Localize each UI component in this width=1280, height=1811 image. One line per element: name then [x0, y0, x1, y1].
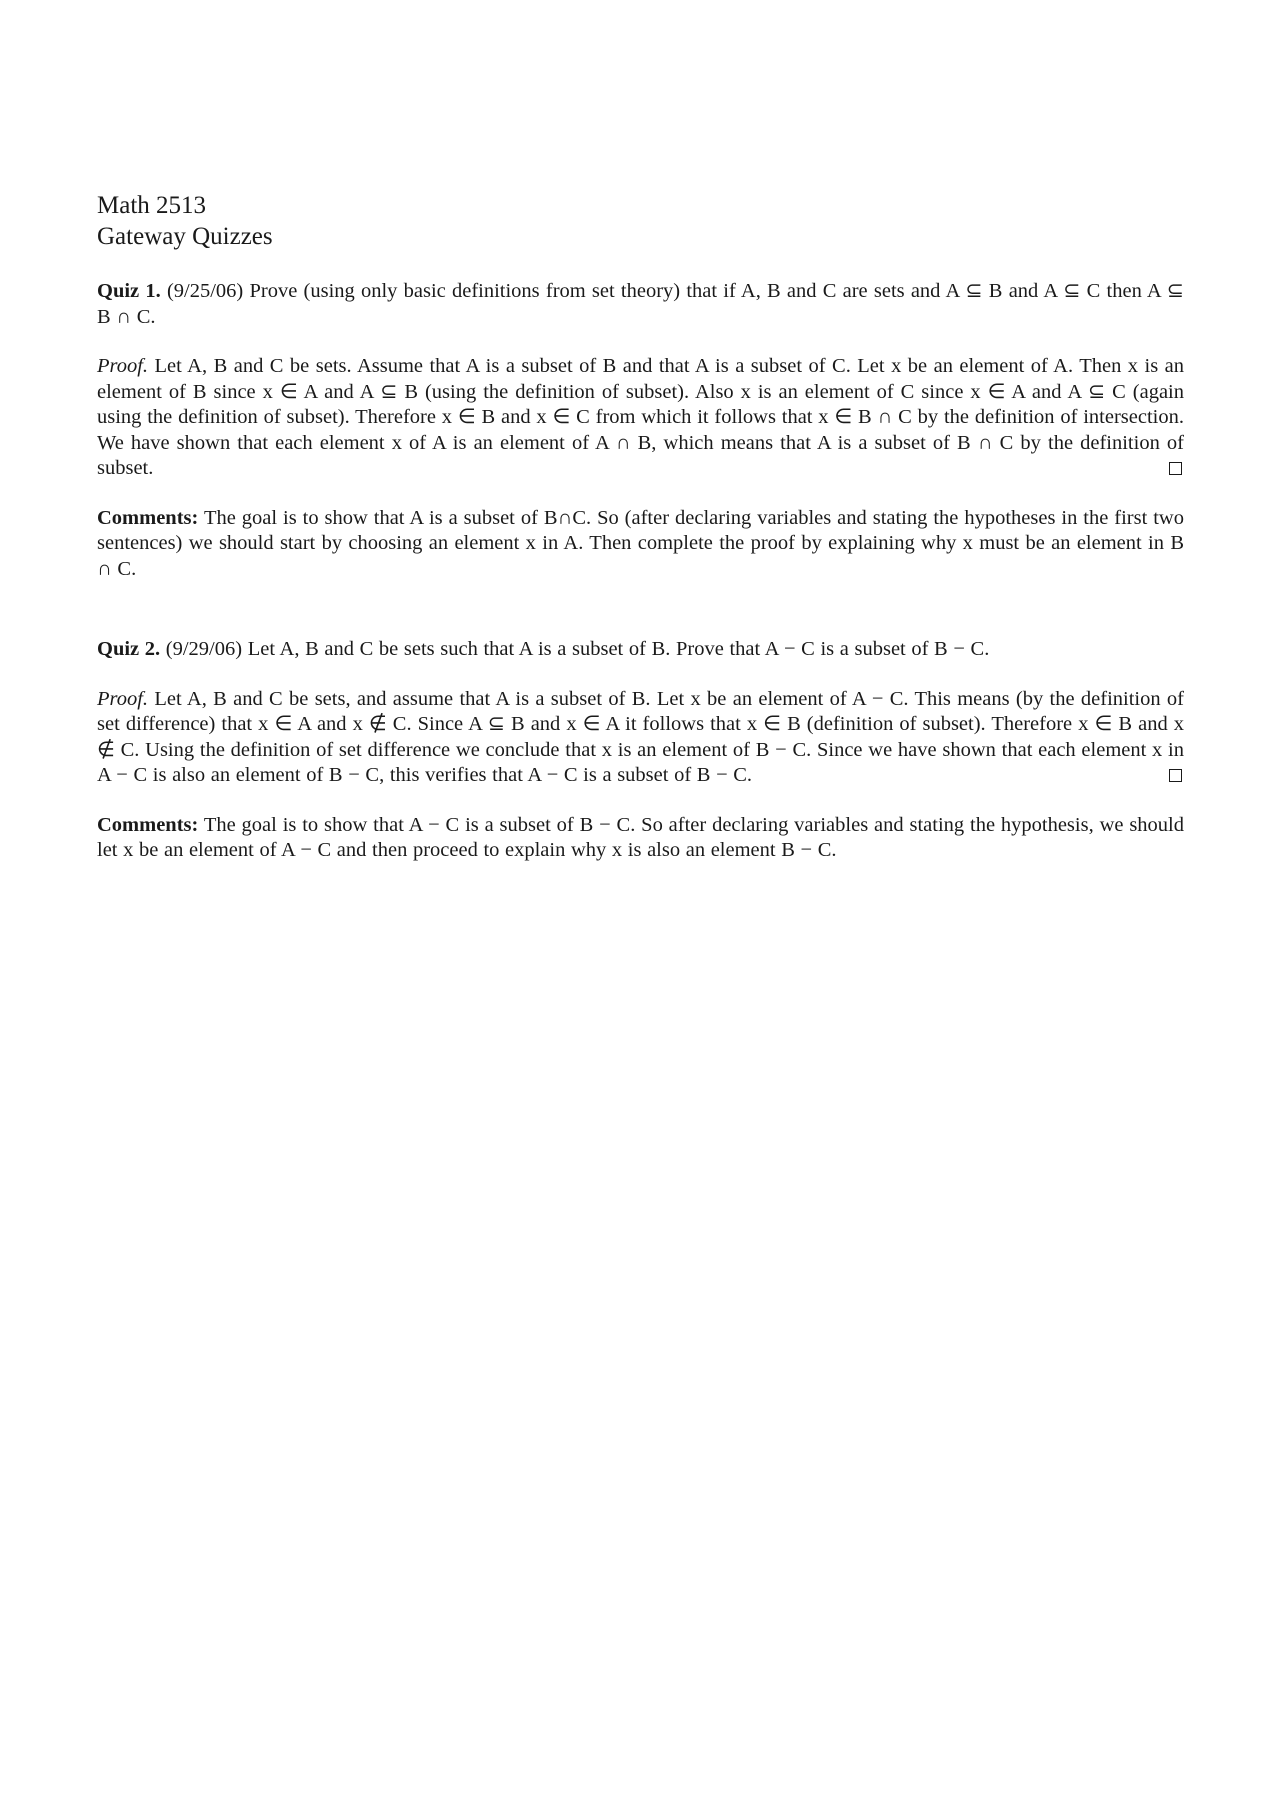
quiz-2-proof-label: Proof. — [97, 687, 149, 710]
quiz-2-comments — [97, 813, 1184, 864]
quiz-1-label: Quiz 1. — [97, 280, 161, 302]
quiz-2-statement-text: Let A, B and C be sets such that A is a subset of B. Prove that A − C is a subset of B − C. — [247, 638, 990, 660]
quiz-2-comments-label: Comments: — [97, 813, 199, 836]
quiz-2-comments-text: The goal is to show that A − C is a subset of B − C. So after declaring variables and stating the hypothesis, we should let x be an element of A − C and then proceed to explain why x is also an element B − C. — [97, 813, 1184, 861]
quiz-1-proof — [97, 354, 1184, 482]
quiz-2-statement — [97, 637, 1184, 663]
quiz-1-comments-label: Comments: — [97, 506, 199, 529]
quiz-1-comments — [97, 506, 1184, 583]
quiz-2 — [97, 637, 1184, 864]
quiz-2-proof — [97, 687, 1184, 789]
quiz-2-date: (9/29/06) — [165, 638, 243, 660]
quiz-2-proof-text: Let A, B and C be sets, and assume that A is a subset of B. Let x be an element of A − C. This means (by the definition of set difference) that x ∈ A and x ∉ C. Since A ⊆ B and x ∈ A it follows that x ∈ B (definition of subset). Therefore x ∈ B and x ∉ C. Using the definition of set difference we conclude that x is an element of B − C. Since we have shown that each element x in A − C is also an element of B − C, this verifies that A − C is a subset of B − C. — [97, 687, 1185, 786]
quiz-1-date: (9/25/06) — [166, 280, 244, 302]
document-title: Gateway Quizzes — [97, 223, 273, 250]
course-title: Math 2513 — [97, 192, 207, 219]
quiz-1-comments-text: The goal is to show that A is a subset of B∩C. So (after declaring variables and stating the hypotheses in the first two sentences) we should start by choosing an element x in A. Then complete the proof by explaining why x must be an element in B ∩ C. — [97, 506, 1184, 580]
quiz-2-label: Quiz 2. — [97, 638, 161, 660]
quiz-1-proof-label: Proof. — [97, 355, 149, 377]
qed-box-icon — [1169, 769, 1182, 782]
quiz-1-proof-text: Let A, B and C be sets. Assume that A is a subset of B and that A is a subset of C. Let x be an element of A. Then x is an element of B since x ∈ A and A ⊆ B (using the definition of subset). Also x is an element of C since x ∈ A and A ⊆ C (again using the definition of subset). Therefore x ∈ B and x ∈ C from which it follows that x ∈ B ∩ C by the definition of intersection. We have shown that each element x of A is an element of A ∩ B, which means that A is a subset of B ∩ C by the definition of subset. — [97, 355, 1184, 479]
quiz-1-statement-text: Prove (using only basic definitions from set theory) that if A, B and C are sets and A ⊆ B and A ⊆ C then A ⊆ B ∩ C. — [97, 280, 1184, 328]
quiz-1 — [97, 279, 1184, 582]
document-page — [97, 190, 1184, 864]
qed-box-icon — [1169, 462, 1182, 475]
quiz-1-statement — [97, 279, 1184, 330]
